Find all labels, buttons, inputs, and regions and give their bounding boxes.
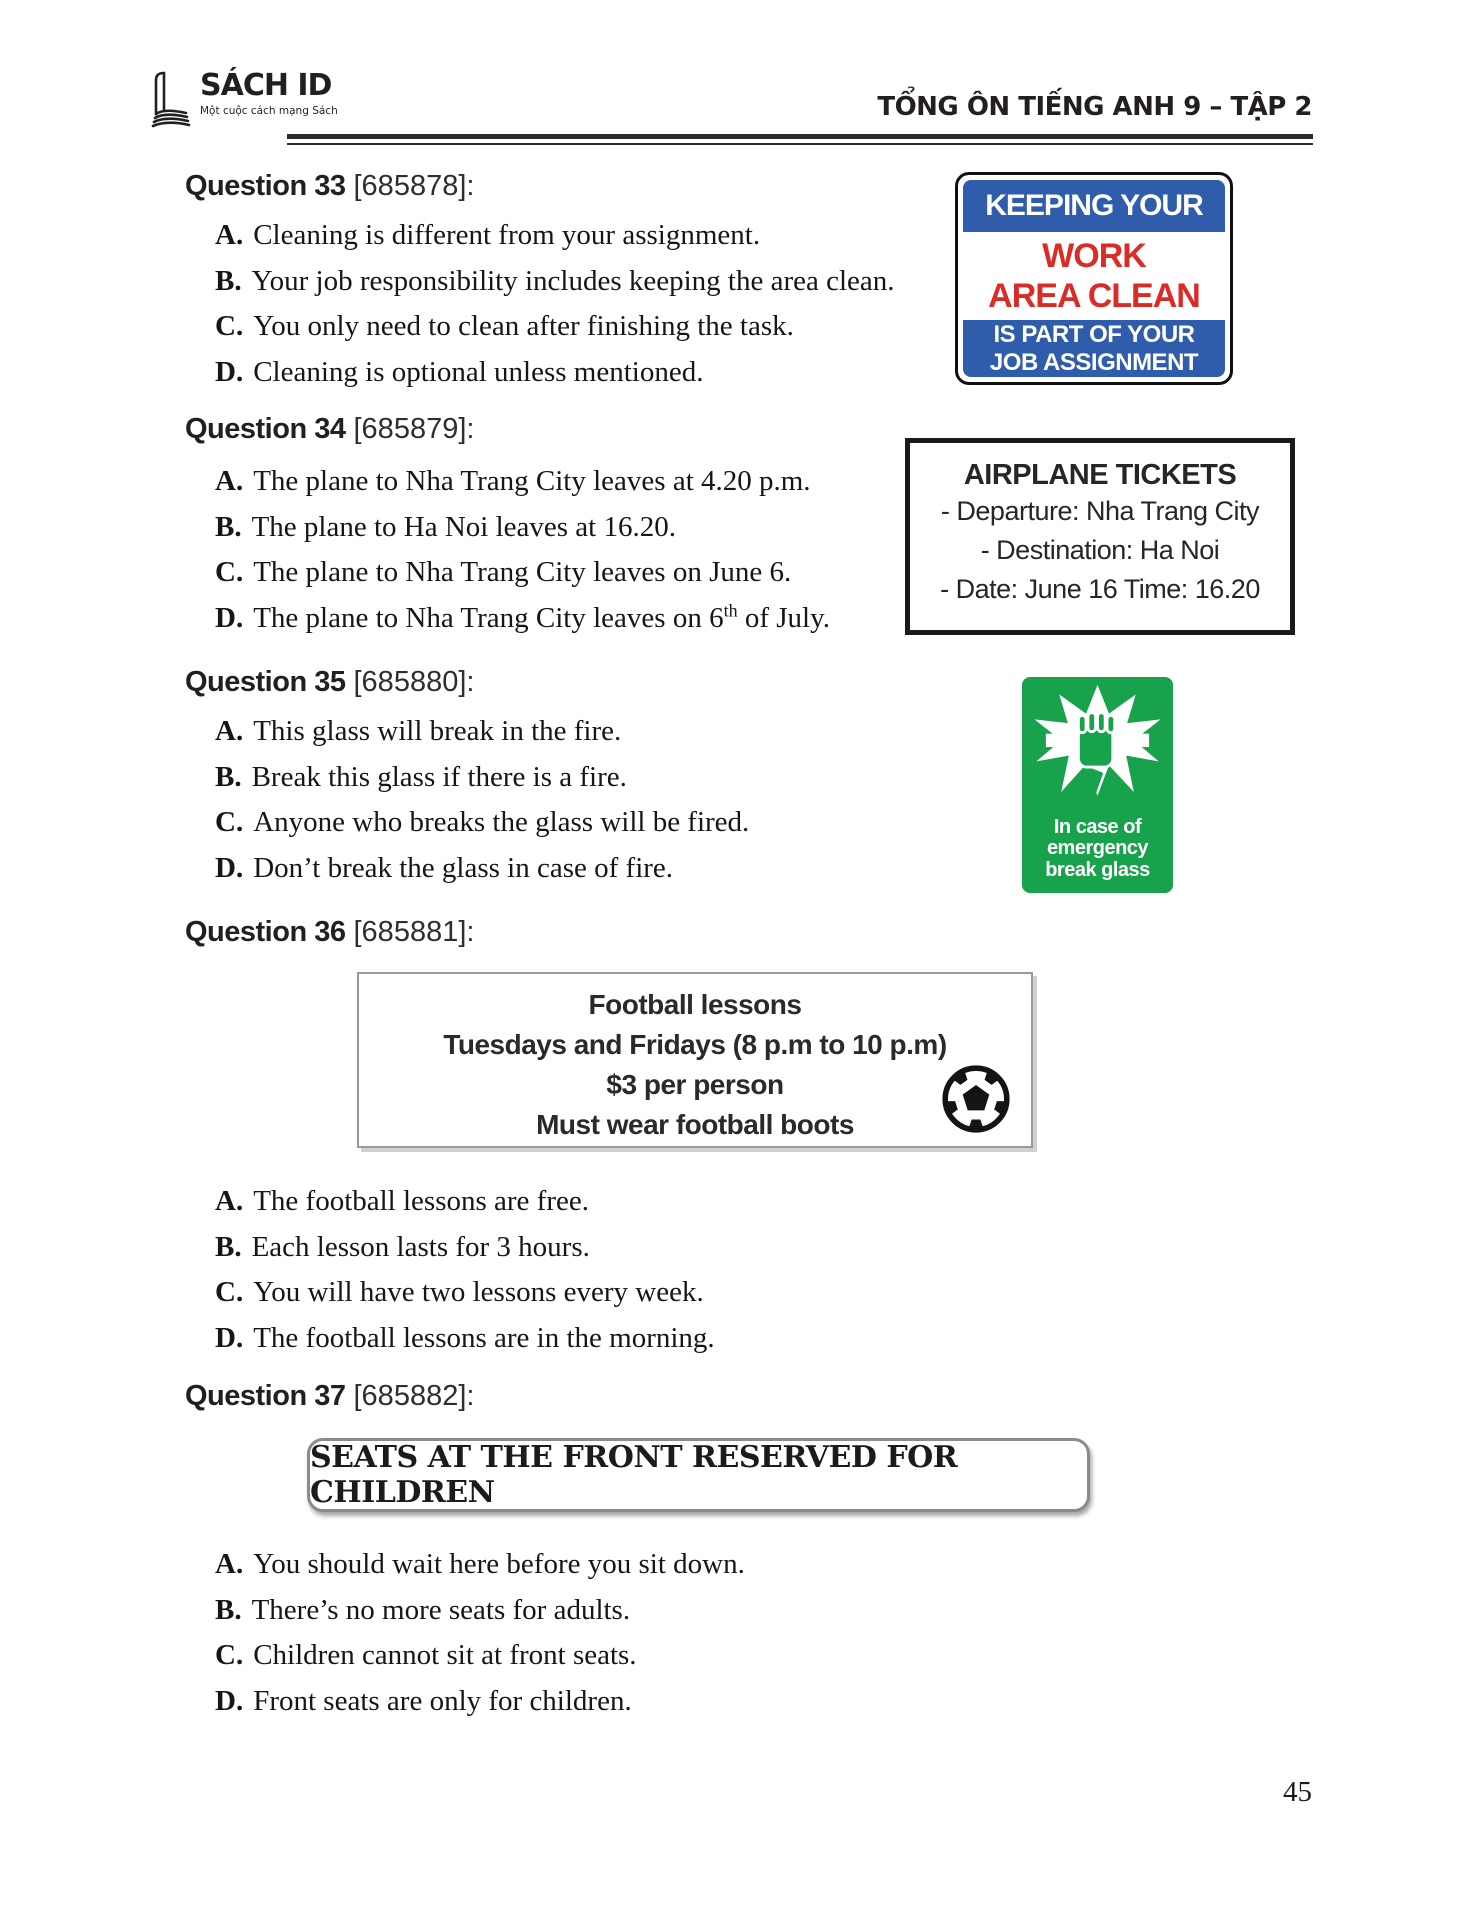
question-36-label: Question 36 [185,916,346,948]
question-37-label: Question 37 [185,1380,346,1412]
option-text: Your job responsibility includes keeping the area clean. [251,264,895,297]
emergency-break-glass-sign [1022,677,1173,893]
question-33-heading [185,170,474,203]
option-text: The plane to Nha Trang City leaves at 4.20 p.m. [253,465,811,497]
option-d [215,846,749,892]
header-rule-thin [287,143,1313,145]
option-letter: C. [215,310,244,342]
option-a [215,213,895,259]
option-text: Cleaning is optional unless mentioned. [253,355,704,388]
option-letter: D. [215,1321,244,1354]
option-letter: B. [215,510,242,543]
question-35-code: [685880]: [353,666,475,698]
publisher-logo [150,70,338,128]
question-33-code: [685878]: [353,170,475,202]
option-a [215,459,830,505]
airplane-departure: - Departure: Nha Trang City [940,496,1260,526]
option-text: The football lessons are free. [253,1185,589,1217]
logo-tagline: Một cuộc cách mạng Sách [200,105,338,117]
option-text: Children cannot sit at front seats. [253,1639,637,1671]
option-c [215,1270,715,1316]
option-letter: A. [215,715,244,747]
option-letter: B. [215,264,242,297]
work-area-clean-sign [955,172,1233,385]
sign-middle-panel [963,232,1225,320]
option-b [215,259,895,305]
option-letter: D. [215,1684,244,1717]
option-text: The plane to Nha Trang City leaves on June 6. [253,556,792,588]
option-letter: B. [215,1230,242,1263]
option-letter: C. [215,806,244,838]
option-text: The plane to Ha Noi leaves at 16.20. [251,510,676,543]
option-c [215,304,895,350]
sign-line-job-assignment: JOB ASSIGNMENT [989,348,1199,376]
airplane-tickets-box [905,438,1295,635]
question-33-options [215,213,895,395]
option-c [215,550,830,596]
option-letter: D. [215,851,244,884]
question-36-options [215,1179,715,1361]
option-text: There’s no more seats for adults. [251,1593,631,1626]
option-c [215,1633,745,1679]
option-text: Cleaning is different from your assignment. [253,219,761,251]
option-text: You should wait here before you sit down. [253,1548,745,1580]
option-b [215,755,749,801]
emergency-line-3: break glass [1045,858,1150,881]
option-d [215,350,895,396]
question-34-options [215,459,830,641]
question-37-options [215,1542,745,1724]
book-logo-icon [150,70,194,128]
airplane-tickets-title: AIRPLANE TICKETS [963,459,1237,491]
sign-line-work: WORK [1042,237,1146,275]
airplane-destination: - Destination: Ha Noi [980,535,1220,565]
break-glass-fist-icon [1030,683,1165,813]
option-d [215,1316,715,1362]
option-a [215,709,749,755]
option-d [215,596,830,642]
option-text: The plane to Nha Trang City leaves on 6 [253,601,724,634]
question-34-label: Question 34 [185,413,346,445]
work-area-clean-sign-panel [963,180,1225,377]
sign-bottom-panel [963,320,1225,377]
football-price: $3 per person [606,1069,784,1100]
emergency-sign-caption [1022,817,1173,882]
option-letter: D. [215,601,244,634]
option-d [215,1679,745,1725]
option-letter: C. [215,1276,244,1308]
option-text: of July. [737,601,830,634]
question-37-heading [185,1380,474,1413]
option-text: Break this glass if there is a fire. [251,760,627,793]
book-title: TỔNG ÔN TIẾNG ANH 9 – TẬP 2 [877,92,1312,122]
option-a [215,1542,745,1588]
ordinal-superscript: th [723,599,738,620]
sign-line-area-clean: AREA CLEAN [988,277,1200,315]
emergency-line-2: emergency [1046,837,1149,859]
option-text: You only need to clean after finishing the task. [253,310,794,342]
option-letter: A. [215,1185,244,1217]
sign-line-is-part-of-your: IS PART OF YOUR [993,320,1195,348]
question-33-label: Question 33 [185,170,346,202]
seats-reserved-sign: SEATS AT THE FRONT RESERVED FOR CHILDREN [307,1438,1090,1512]
option-text: This glass will break in the fire. [253,715,622,747]
option-text: You will have two lessons every week. [253,1276,704,1308]
football-requirement: Must wear football boots [536,1109,854,1140]
option-text: Each lesson lasts for 3 hours. [251,1230,590,1263]
logo-title: SÁCH ID [200,68,332,103]
question-35-label: Question 35 [185,666,346,698]
sign-line-keeping-your: KEEPING YOUR [985,189,1203,222]
option-letter: A. [215,465,244,497]
option-c [215,800,749,846]
soccer-ball-icon [941,1064,1011,1134]
header-rule-thick [287,134,1313,139]
football-title: Football lessons [588,989,802,1020]
option-b [215,1225,715,1271]
question-35-options [215,709,749,891]
question-36-code: [685881]: [353,916,475,948]
option-letter: B. [215,1593,242,1626]
option-b [215,505,830,551]
option-text: Anyone who breaks the glass will be fired. [253,806,750,838]
option-text: Don’t break the glass in case of fire. [253,851,674,884]
option-text: Front seats are only for children. [253,1684,632,1717]
option-letter: A. [215,1548,244,1580]
option-letter: D. [215,355,244,388]
question-35-heading [185,666,474,699]
question-34-heading [185,413,474,446]
option-letter: A. [215,219,244,251]
airplane-date-time: - Date: June 16 Time: 16.20 [940,574,1260,604]
option-a [215,1179,715,1225]
question-37-code: [685882]: [353,1380,475,1412]
option-letter: B. [215,760,242,793]
option-b [215,1588,745,1634]
football-schedule: Tuesdays and Fridays (8 p.m to 10 p.m) [443,1029,947,1060]
option-letter: C. [215,556,244,588]
option-text: The football lessons are in the morning. [253,1321,715,1354]
question-36-heading [185,916,474,949]
emergency-line-1: In case of [1053,815,1142,838]
football-lessons-box [357,972,1033,1148]
page-number: 45 [1283,1776,1312,1808]
option-letter: C. [215,1639,244,1671]
question-34-code: [685879]: [353,413,475,445]
